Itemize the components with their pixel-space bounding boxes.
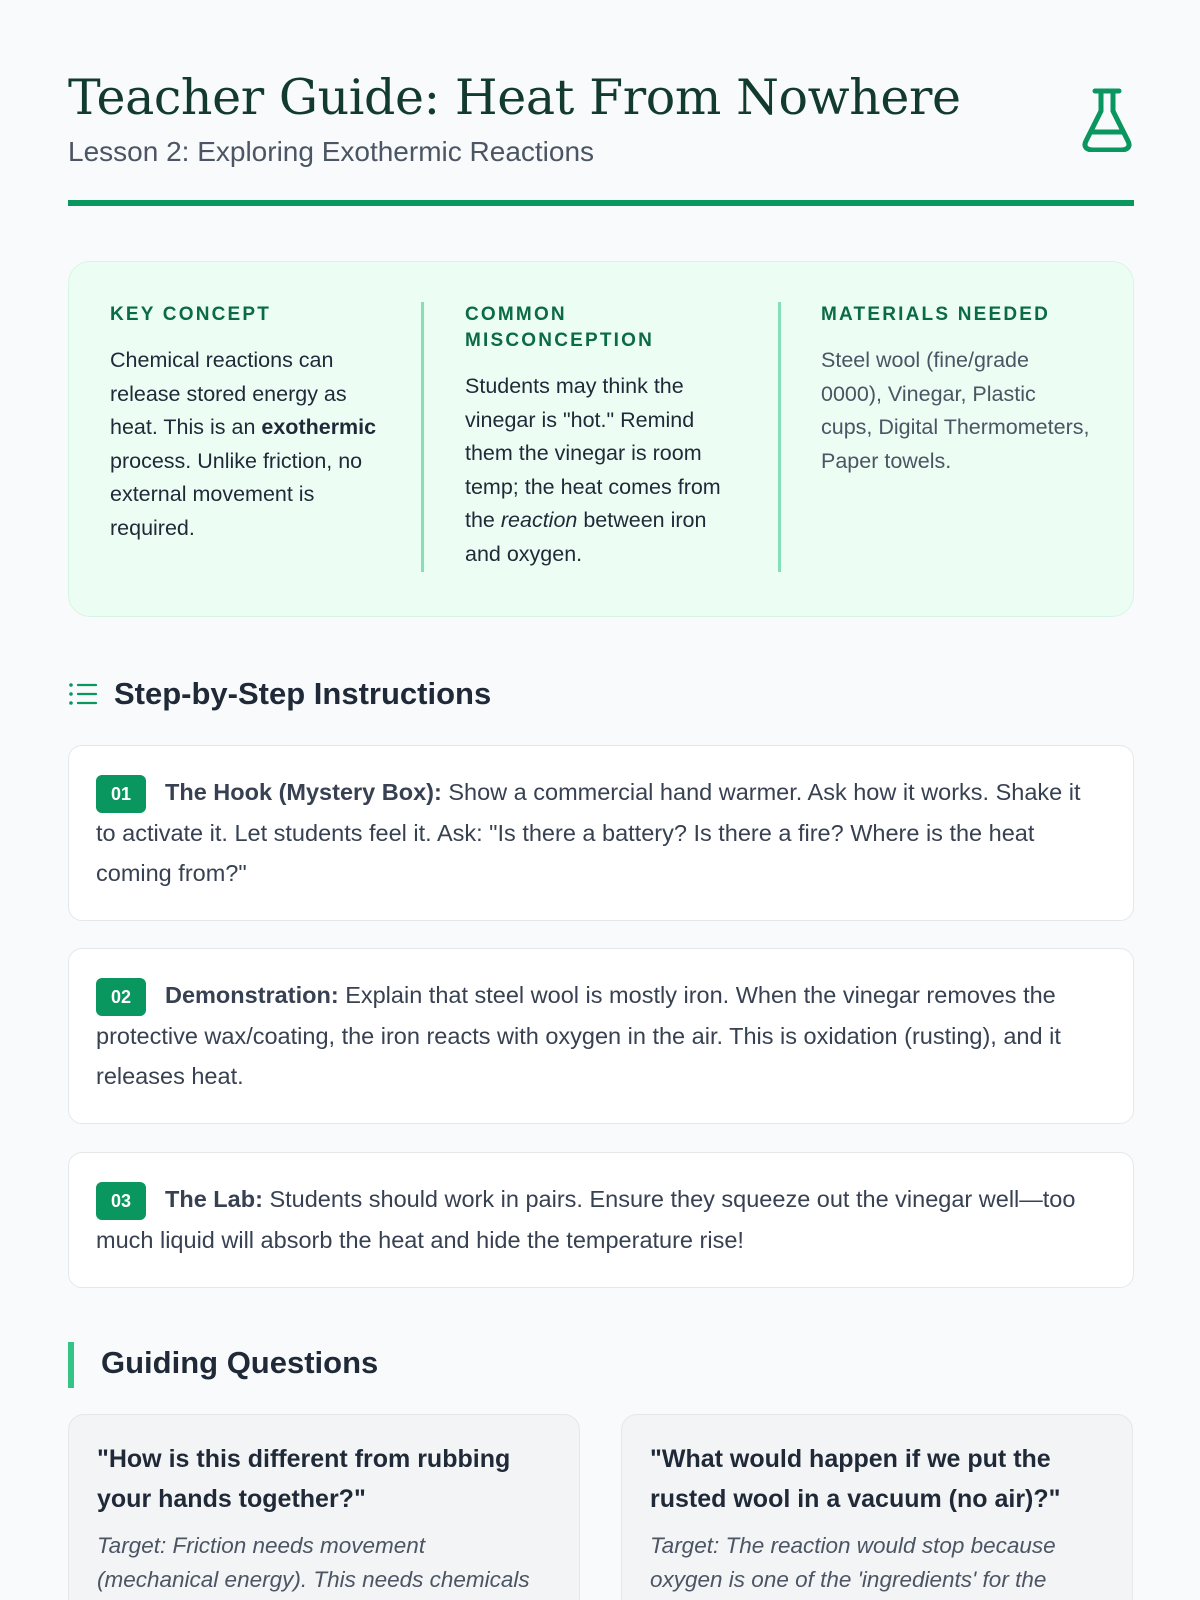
- guiding-question-card: [68, 1414, 580, 1600]
- key-concept-emphasis: exothermic: [261, 415, 377, 439]
- target-answer-text: Target: The reaction would stop because oxygen is one of the 'ingredients' for the: [650, 1533, 1056, 1592]
- lesson-summary-panel: [68, 261, 1134, 617]
- steps-heading: [68, 670, 768, 718]
- key-concept-text: [110, 344, 380, 545]
- misconception-text: [465, 370, 735, 571]
- step-description: Show a commercial hand warmer. Ask how it works. Shake it to activate it. Let students feel it. Ask: "Is there a battery? Is there a fire? Where is the heat coming from?": [96, 779, 1081, 886]
- step-description: Students should work in pairs. Ensure they squeeze out the vinegar well—too much liquid will absorb the heat and hide the temperature rise!: [96, 1186, 1076, 1253]
- step-card: [68, 948, 1134, 1124]
- step-title: The Lab:: [165, 1186, 263, 1212]
- page-title: Teacher Guide: Heat From Nowhere: [68, 69, 961, 126]
- step-number-badge: 02: [96, 978, 146, 1016]
- guiding-questions-title: Guiding Questions: [101, 1345, 379, 1380]
- misconception-label: COMMON MISCONCEPTION: [465, 304, 655, 351]
- materials-section: [821, 302, 1091, 478]
- guiding-questions-heading: [68, 1339, 568, 1388]
- key-concept-text-end: process. Unlike friction, no external movement is required.: [110, 448, 363, 540]
- misconception-text-start: Students may think the vinegar is "hot." Remind them the vinegar is room temp; the heat comes from the: [465, 374, 721, 532]
- target-answer-text: Target: Friction needs movement (mechanical energy). This needs chemicals: [97, 1533, 530, 1592]
- step-title: The Hook (Mystery Box):: [165, 779, 442, 805]
- misconception-section: [465, 302, 735, 571]
- section-accent-bar: [68, 1342, 74, 1388]
- header-divider: [68, 200, 1134, 206]
- step-number-badge: 01: [96, 775, 146, 813]
- step-card: [68, 1152, 1134, 1288]
- materials-label: MATERIALS NEEDED: [821, 304, 1051, 325]
- guiding-question-card: [621, 1414, 1133, 1600]
- key-concept-text-start: Chemical reactions can release stored energy as heat. This is an: [110, 348, 347, 439]
- step-number-badge: 03: [96, 1182, 146, 1220]
- flask-icon: [1080, 86, 1134, 152]
- key-concept-section: [110, 302, 380, 545]
- step-card: [68, 745, 1134, 921]
- summary-divider: [778, 302, 781, 572]
- step-description: Explain that steel wool is mostly iron. When the vinegar removes the protective wax/coating, the iron reacts with oxygen in the air. This is oxidation (rusting), and it releases heat.: [96, 982, 1061, 1089]
- summary-divider: [421, 302, 424, 572]
- misconception-emphasis: reaction: [500, 508, 578, 532]
- guiding-question-text: "What would happen if we put the rusted wool in a vacuum (no air)?": [650, 1445, 1061, 1513]
- page-header: [68, 62, 1134, 208]
- list-icon: [68, 681, 98, 707]
- key-concept-label: KEY CONCEPT: [110, 304, 272, 325]
- page-subtitle: Lesson 2: Exploring Exothermic Reactions: [68, 136, 595, 167]
- guiding-question-text: "How is this different from rubbing your hands together?": [97, 1445, 511, 1513]
- step-title: Demonstration:: [165, 982, 339, 1008]
- misconception-text-end: between iron and oxygen.: [465, 508, 707, 566]
- steps-title: Step-by-Step Instructions: [114, 676, 492, 711]
- materials-text: Steel wool (fine/grade 0000), Vinegar, Plastic cups, Digital Thermometers, Paper towels.: [821, 348, 1090, 473]
